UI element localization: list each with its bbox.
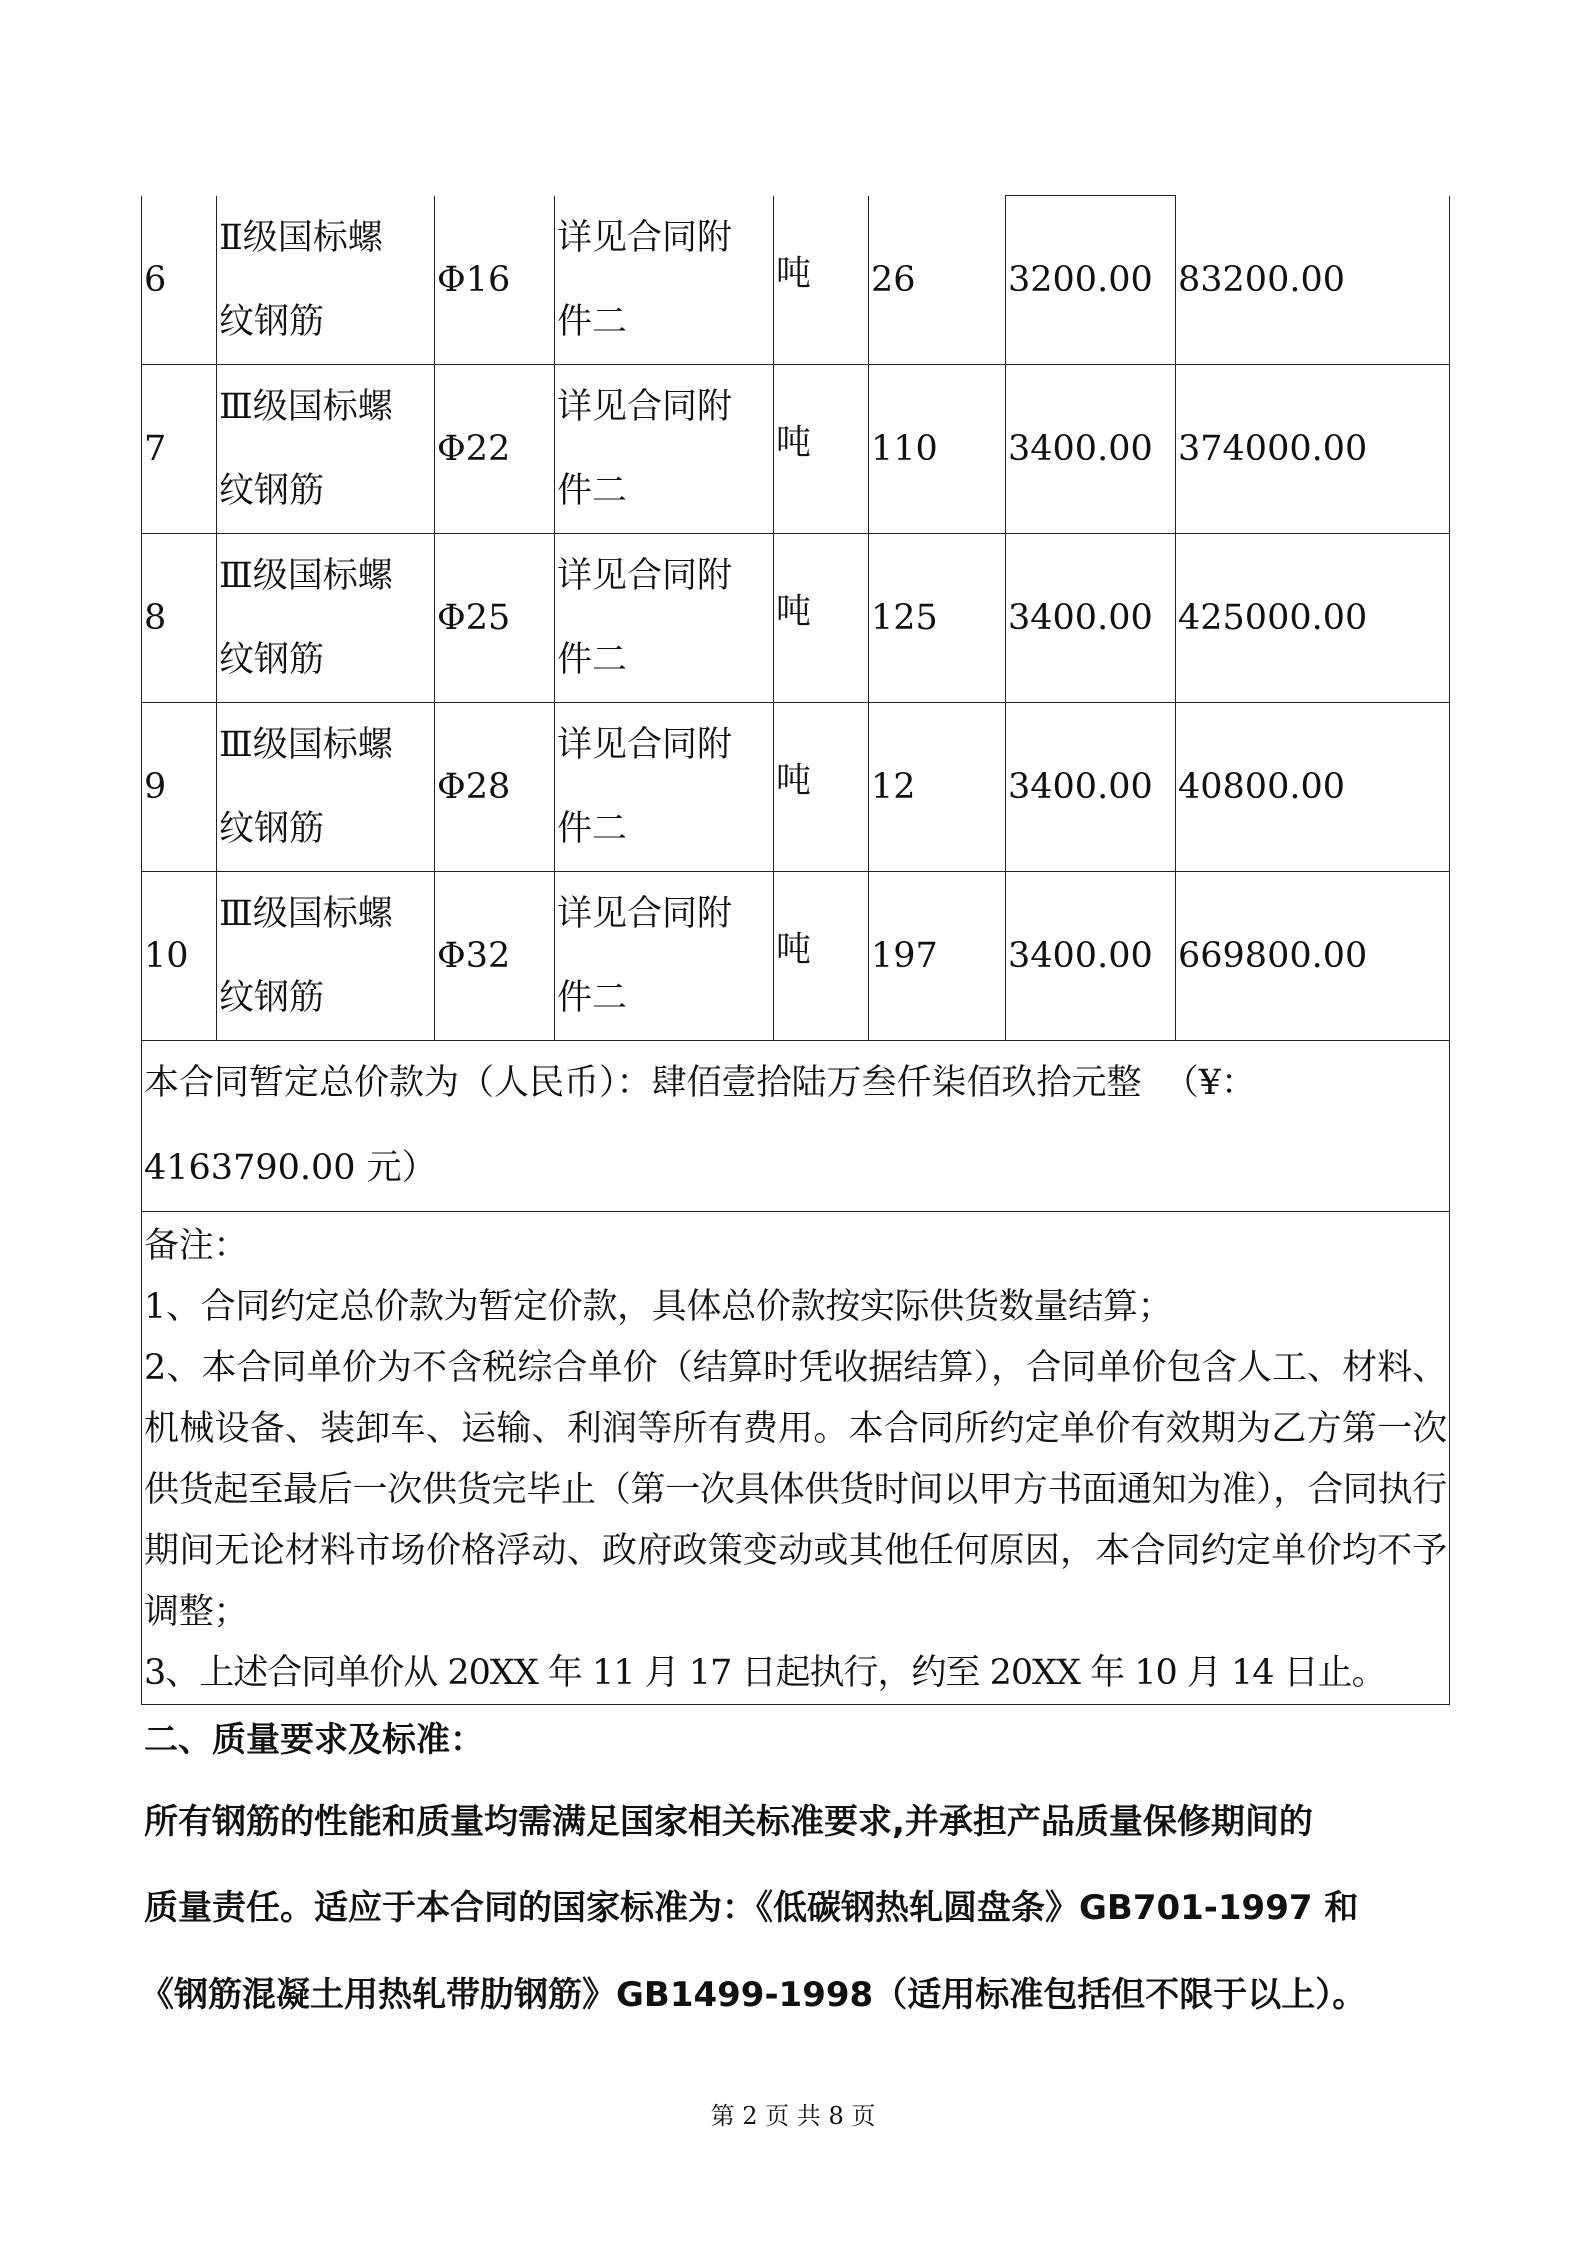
brand-line1: 详见合同附 [557, 387, 733, 427]
unit-text: 吨 [776, 761, 812, 801]
section-line-2: 质量责任。适应于本合同的国家标准为：《低碳钢热轧圆盘条》GB701-1997 和 [144, 1888, 1359, 1928]
quantity: 197 [869, 872, 1006, 1041]
table-row [142, 872, 1450, 1041]
table-row [142, 365, 1450, 534]
brand [555, 534, 774, 703]
unit [774, 534, 869, 703]
page-footer: 第 2 页 共 8 页 [710, 2102, 876, 2130]
table-row [142, 196, 1450, 365]
unit-price: 3400.00 [1006, 703, 1176, 872]
product-name [217, 365, 435, 534]
brand-line2: 件二 [557, 471, 628, 511]
brand-line1: 详见合同附 [557, 217, 733, 258]
note-3: 3、上述合同单价从 20XX 年 11 月 17 日起执行，约至 20XX 年 10 月 14 日止。 [144, 1653, 1386, 1693]
brand-line1: 详见合同附 [557, 894, 733, 934]
notes-row [142, 1212, 1450, 1705]
brand [555, 196, 774, 365]
note-1: 1、合同约定总价款为暂定价款，具体总价款按实际供货数量结算； [144, 1287, 1173, 1327]
quantity: 110 [869, 365, 1006, 534]
spec: Φ25 [435, 534, 555, 703]
brand-line2: 件二 [557, 640, 628, 680]
brand [555, 703, 774, 872]
row-number: 9 [142, 703, 217, 872]
product-name-line1: Ⅲ级国标螺 [219, 894, 393, 934]
quantity: 12 [869, 703, 1006, 872]
unit-text: 吨 [776, 423, 812, 463]
brand-line2: 件二 [557, 301, 628, 342]
spec: Φ16 [435, 196, 555, 365]
product-name [217, 534, 435, 703]
table-row [142, 534, 1450, 703]
notes-title: 备注： [144, 1226, 249, 1266]
product-name-line2: 纹钢筋 [219, 471, 325, 511]
product-name-line1: Ⅲ级国标螺 [219, 725, 393, 765]
quantity: 125 [869, 534, 1006, 703]
brand [555, 365, 774, 534]
spec: Φ28 [435, 703, 555, 872]
amount: 669800.00 [1176, 872, 1450, 1041]
amount: 425000.00 [1176, 534, 1450, 703]
brand [555, 872, 774, 1041]
product-name-line2: 纹钢筋 [219, 978, 325, 1018]
unit-price: 3400.00 [1006, 872, 1176, 1041]
product-name [217, 196, 435, 365]
brand-line1: 详见合同附 [557, 556, 733, 596]
section-heading: 二、质量要求及标准： [144, 1720, 484, 1760]
spec: Φ32 [435, 872, 555, 1041]
product-name [217, 703, 435, 872]
amount: 40800.00 [1176, 703, 1450, 872]
note-2: 2、本合同单价为不含税综合单价（结算时凭收据结算），合同单价包含人工、材料、机械设备、装卸车、运输、利润等所有费用。本合同所约定单价有效期为乙方第一次供货起至最后一次供货完毕止（第一次具体供货时间以甲方书面通知为准），合同执行期间无论材料市场价格浮动、政府政策变动或其他任何原因，本合同约定单价均不予调整； [144, 1348, 1447, 1632]
product-name-line1: Ⅲ级国标螺 [219, 387, 393, 427]
quantity: 26 [869, 196, 1006, 365]
row-number: 6 [142, 196, 217, 365]
unit [774, 196, 869, 365]
unit-text: 吨 [776, 253, 812, 294]
product-name-line2: 纹钢筋 [219, 809, 325, 849]
product-name-line1: Ⅲ级国标螺 [219, 556, 393, 596]
unit-text: 吨 [776, 930, 812, 970]
table-row [142, 703, 1450, 872]
price-table [141, 195, 1450, 1705]
total-text-line1: 本合同暂定总价款为（人民币）：肆佰壹拾陆万叁仟柒佰玖拾元整 （¥： [144, 1063, 1257, 1103]
amount: 374000.00 [1176, 365, 1450, 534]
unit [774, 365, 869, 534]
product-name-line1: Ⅱ级国标螺 [219, 217, 383, 258]
product-name-line2: 纹钢筋 [219, 301, 325, 342]
brand-line2: 件二 [557, 809, 628, 849]
row-number: 7 [142, 365, 217, 534]
unit [774, 703, 869, 872]
unit-price: 3400.00 [1006, 365, 1176, 534]
section-line-3: 《钢筋混凝土用热轧带肋钢筋》GB1499-1998（适用标准包括但不限于以上）。 [140, 1975, 1367, 2015]
total-row [142, 1041, 1450, 1212]
amount: 83200.00 [1176, 196, 1450, 365]
product-name [217, 872, 435, 1041]
unit-price: 3400.00 [1006, 534, 1176, 703]
unit-price: 3200.00 [1006, 196, 1176, 365]
row-number: 10 [142, 872, 217, 1041]
spec: Φ22 [435, 365, 555, 534]
unit [774, 872, 869, 1041]
section-line-1: 所有钢筋的性能和质量均需满足国家相关标准要求,并承担产品质量保修期间的 [144, 1802, 1313, 1842]
total-text-line2: 4163790.00 元） [144, 1148, 437, 1188]
product-name-line2: 纹钢筋 [219, 640, 325, 680]
brand-line1: 详见合同附 [557, 725, 733, 765]
row-number: 8 [142, 534, 217, 703]
brand-line2: 件二 [557, 978, 628, 1018]
unit-text: 吨 [776, 592, 812, 632]
